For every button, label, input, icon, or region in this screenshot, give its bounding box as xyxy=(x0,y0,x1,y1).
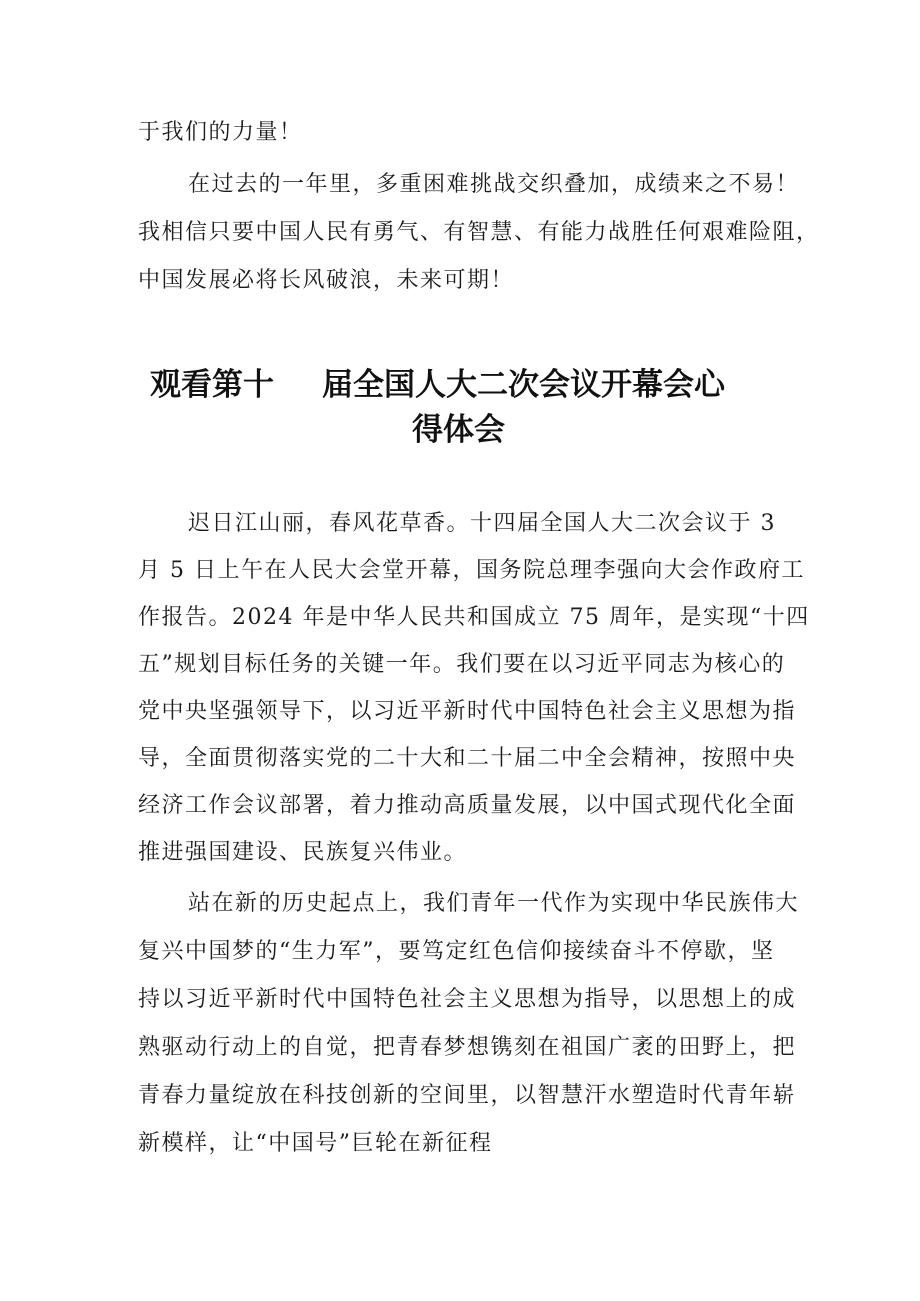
para2-line-6: 新模样，让“中国号”巨轮在新征程 xyxy=(138,1131,493,1156)
para1-line-6: 导，全面贯彻落实党的二十大和二十届二中全会精神，按照中央 xyxy=(138,746,797,771)
intro-line-1: 于我们的力量！ xyxy=(138,120,303,145)
para2-line-1: 站在新的历史起点上，我们青年一代作为实现中华民族伟大 xyxy=(188,891,800,916)
intro-line-3: 我相信只要中国人民有勇气、有智慧、有能力战胜任何艰难险阻， xyxy=(138,220,820,245)
article-title-line-1 xyxy=(150,365,725,405)
title-part-1: 观看第十 xyxy=(150,367,274,403)
para1-line-1: 迟日江山丽，春风花草香。十四届全国人大二次会议于 3 xyxy=(188,511,776,536)
para1-line-3: 作报告。2024 年是中华人民共和国成立 75 周年，是实现“十四 xyxy=(138,605,810,630)
para1-line-4: 五”规划目标任务的关键一年。我们要在以习近平同志为核心的 xyxy=(138,652,786,677)
para1-line-8: 推进强国建设、民族复兴伟业。 xyxy=(138,840,468,865)
para2-line-5: 青春力量绽放在科技创新的空间里，以智慧汗水塑造时代青年崭 xyxy=(138,1083,797,1108)
para1-line-2: 月 5 日上午在人民大会堂开幕，国务院总理李强向大会作政府工 xyxy=(138,558,805,583)
para1-line-5: 党中央坚强领导下，以习近平新时代中国特色社会主义思想为指 xyxy=(138,699,797,724)
title-part-2: 届全国人大二次会议开幕会心 xyxy=(322,367,725,403)
article-title-line-2: 得体会 xyxy=(412,412,505,448)
para2-line-2: 复兴中国梦的“生力军”，要笃定红色信仰接续奋斗不停歇，坚 xyxy=(138,939,775,964)
para2-line-4: 熟驱动行动上的自觉，把青春梦想镌刻在祖国广袤的田野上，把 xyxy=(138,1035,797,1060)
intro-line-2: 在过去的一年里，多重困难挑战交织叠加，成绩来之不易！ xyxy=(188,172,800,197)
para1-line-7: 经济工作会议部署，着力推动高质量发展，以中国式现代化全面 xyxy=(138,793,797,818)
para2-line-3: 持以习近平新时代中国特色社会主义思想为指导，以思想上的成 xyxy=(138,987,797,1012)
intro-line-4: 中国发展必将长风破浪，未来可期！ xyxy=(138,268,515,293)
